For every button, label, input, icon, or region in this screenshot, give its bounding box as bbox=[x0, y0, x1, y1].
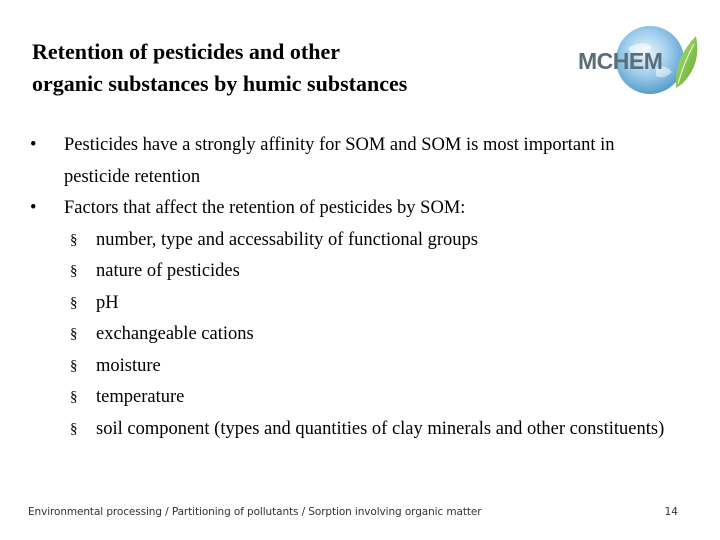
bullet-marker: • bbox=[30, 135, 37, 155]
sub-bullet-text: exchangeable cations bbox=[96, 324, 254, 344]
sub-bullet-text: nature of pesticides bbox=[96, 261, 240, 281]
slide-body bbox=[30, 130, 670, 445]
sub-bullet-item bbox=[30, 256, 670, 288]
sub-bullet-item bbox=[30, 319, 670, 351]
sub-bullet-text: temperature bbox=[96, 387, 185, 407]
bullet-marker: • bbox=[30, 198, 37, 218]
slide-title-line-2: organic substances by humic substances bbox=[32, 71, 408, 96]
sub-bullet-marker: § bbox=[70, 357, 78, 374]
sub-bullet-item bbox=[30, 414, 670, 446]
page-number: 14 bbox=[664, 506, 678, 518]
sub-bullet-marker: § bbox=[70, 389, 78, 405]
sub-bullet-marker: § bbox=[70, 326, 78, 342]
sub-bullet-item bbox=[30, 225, 670, 257]
sub-bullet-marker: § bbox=[70, 294, 78, 311]
sub-bullet-marker: § bbox=[70, 263, 78, 279]
sub-bullet-item bbox=[30, 288, 670, 320]
mchem-logo-graphic bbox=[578, 18, 702, 102]
sub-bullet-text: number, type and accessability of functional groups bbox=[96, 229, 478, 250]
bullet-item bbox=[30, 130, 670, 193]
sub-bullet-item bbox=[30, 351, 670, 383]
bullet-text: Factors that affect the retention of pesticides by SOM: bbox=[64, 198, 466, 218]
sub-bullet-marker: § bbox=[70, 231, 78, 248]
bullet-item bbox=[30, 193, 670, 225]
sub-bullet-item bbox=[30, 382, 670, 414]
sub-bullet-text: pH bbox=[96, 292, 119, 313]
sub-bullet-marker: § bbox=[70, 420, 78, 437]
bullet-text: Pesticides have a strongly affinity for SOM and SOM is most important in pesticide retention bbox=[64, 135, 615, 187]
slide-title bbox=[32, 36, 552, 100]
mchem-logo bbox=[578, 18, 702, 102]
slide-title-line-1: Retention of pesticides and other bbox=[32, 39, 340, 64]
slide-footer: Environmental processing / Partitioning of pollutants / Sorption involving organic matter bbox=[28, 506, 482, 518]
sub-bullet-text: moisture bbox=[96, 355, 161, 376]
logo-text: MCHEM bbox=[578, 48, 663, 74]
sub-bullet-text: soil component (types and quantities of clay minerals and other constituents) bbox=[96, 418, 665, 439]
